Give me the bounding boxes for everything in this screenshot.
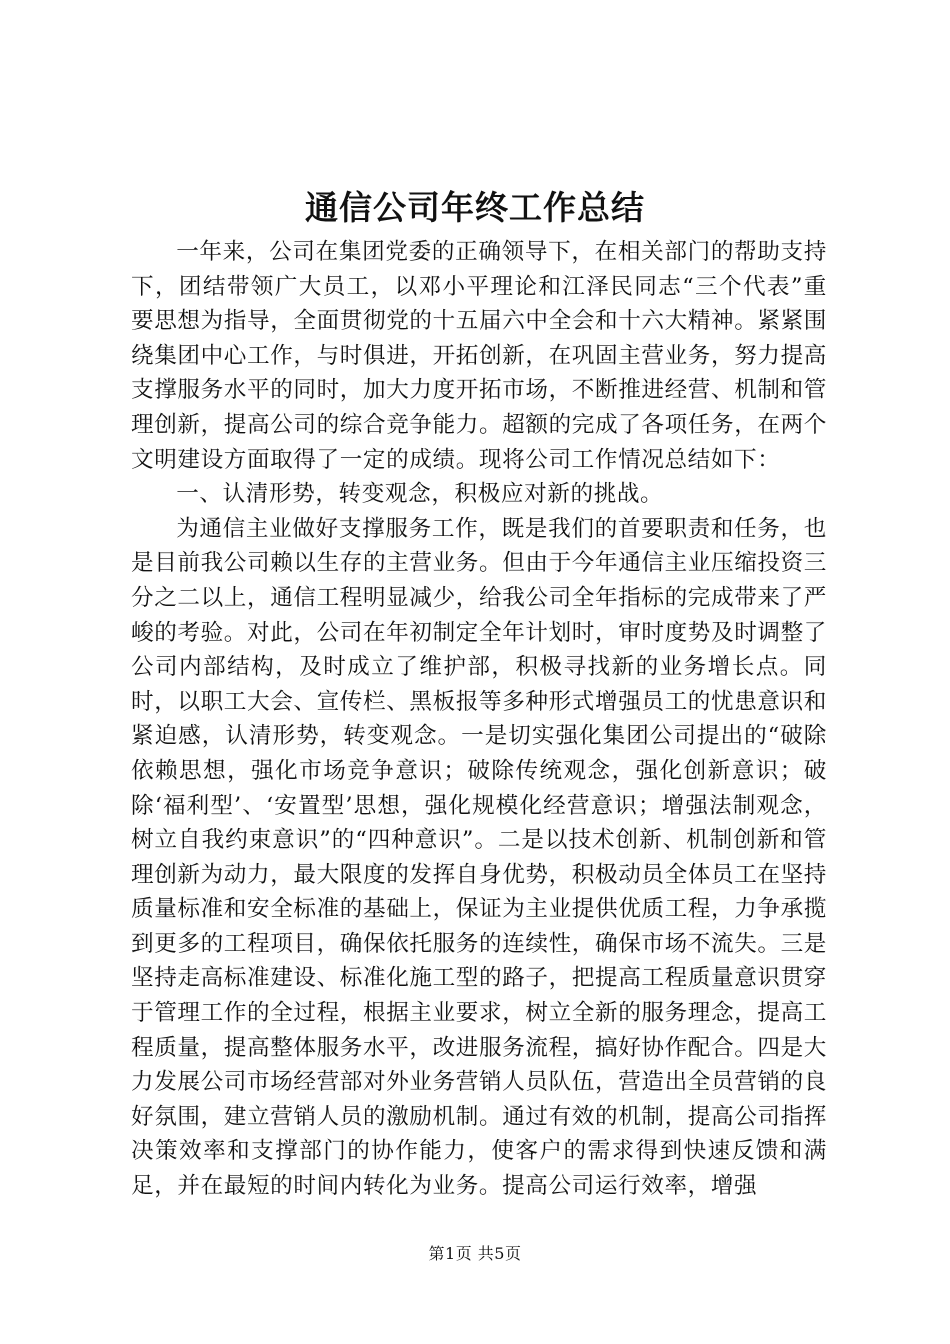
document-body	[131, 235, 827, 1204]
page-number-footer: 第1页 共5页	[428, 1244, 522, 1263]
paragraph-section-1: 为通信主业做好支撑服务工作，既是我们的首要职责和任务，也是目前我公司赖以生存的主营业务。但由于今年通信主业压缩投资三分之二以上，通信工程明显减少，给我公司全年指标的完成带来了严峻的考验。对此，公司在年初制定全年计划时，审时度势及时调整了公司内部结构，及时成立了维护部，积极寻找新的业务增长点。同时，以职工大会、宣传栏、黑板报等多种形式增强员工的忧患意识和紧迫感，认清形势，转变观念。一是切实强化集团公司提出的“破除依赖思想，强化市场竞争意识；破除传统观念，强化创新意识；破除‘福利型’、‘安置型’思想，强化规模化经营意识；增强法制观念，树立自我约束意识”的“四种意识”。二是以技术创新、机制创新和管理创新为动力，最大限度的发挥自身优势，积极动员全体员工在坚持质量标准和安全标准的基础上，保证为主业提供优质工程，力争承揽到更多的工程项目，确保依托服务的连续性，确保市场不流失。三是坚持走高标准建设、标准化施工型的路子，把提高工程质量意识贯穿于管理工作的全过程，根据主业要求，树立全新的服务理念，提高工程质量，提高整体服务水平，改进服务流程，搞好协作配合。四是大力发展公司市场经营部对外业务营销人员队伍，营造出全员营销的良好氛围，建立营销人员的激励机制。通过有效的机制，提高公司指挥决策效率和支撑部门的协作能力，使客户的需求得到快速反馈和满足，并在最短的时间内转化为业务。提高公司运行效率，增强	[131, 515, 827, 1200]
document-title: 通信公司年终工作总结	[305, 188, 645, 227]
paragraph-intro: 一年来，公司在集团党委的正确领导下，在相关部门的帮助支持下，团结带领广大员工，以邓小平理论和江泽民同志“三个代表”重要思想为指导，全面贯彻党的十五届六中全会和十六大精神。紧紧围绕集团中心工作，与时俱进，开拓创新，在巩固主营业务，努力提高支撑服务水平的同时，加大力度开拓市场，不断推进经营、机制和管理创新，提高公司的综合竞争能力。超额的完成了各项任务，在两个文明建设方面取得了一定的成绩。现将公司工作情况总结如下：	[131, 239, 827, 473]
section-heading-1: 一、认清形势，转变观念，积极应对新的挑战。	[176, 481, 664, 508]
